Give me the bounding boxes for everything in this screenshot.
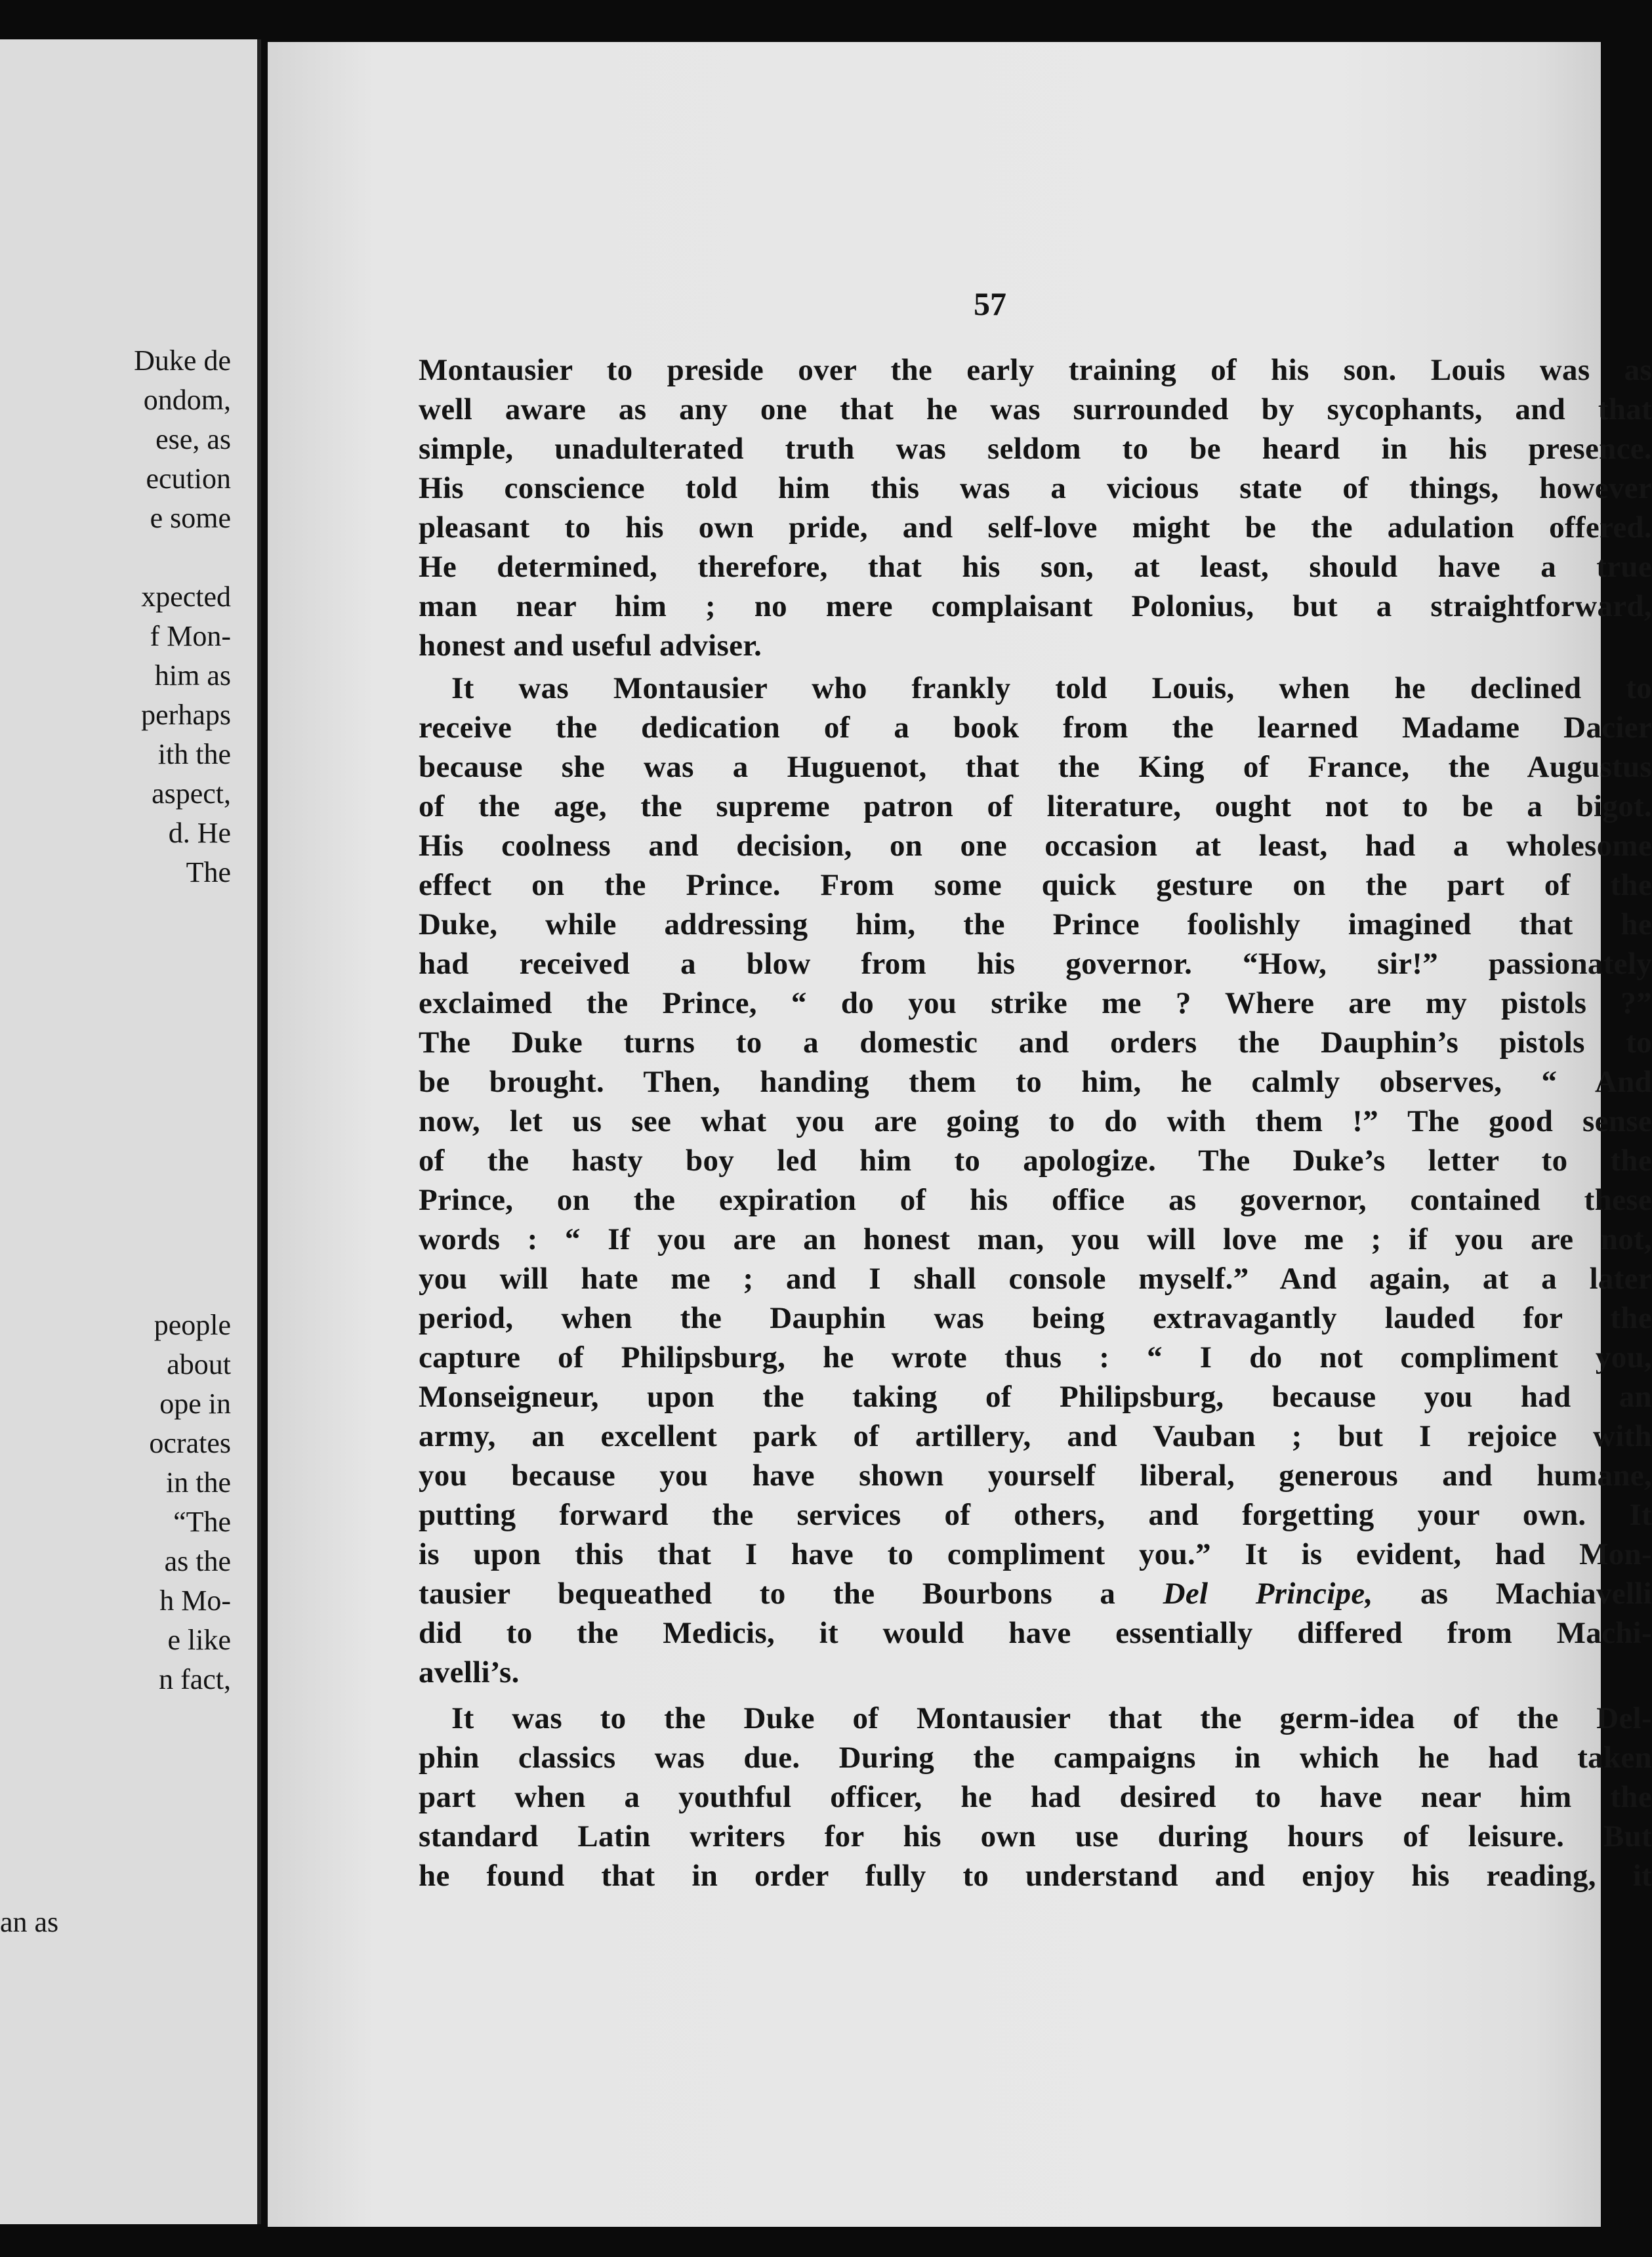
text-line: did to the Medicis, it would have essentially differed from Machi- (419, 1616, 1652, 1650)
left-fragment: ith the (157, 738, 231, 770)
text-line: Prince, on the expiration of his office as governor, contained these (419, 1183, 1652, 1217)
text-line: He determined, therefore, that his son, at least, should have a true (419, 550, 1652, 584)
facing-page-left (0, 39, 261, 2224)
text-line: man near him ; no mere complaisant Polonius, but a straightforward, (419, 589, 1652, 623)
paragraph-first-line: It was Montausier who frankly told Louis, when he declined to (451, 671, 1652, 705)
page-number: 57 (974, 285, 1006, 322)
scan-border (0, 2227, 1627, 2257)
left-fragment: h Mo- (159, 1584, 231, 1617)
text-line: had received a blow from his governor. “How, sir!” passionately (419, 947, 1652, 981)
text-segment: tausier bequeathed to the Bourbons a (419, 1577, 1116, 1611)
text-line: The Duke turns to a domestic and orders the Dauphin’s pistols to (419, 1025, 1652, 1060)
left-fragment: f Mon- (150, 620, 231, 652)
text-line: now, let us see what you are going to do with them !” The good sense (419, 1104, 1652, 1138)
left-fragment: d. He (168, 817, 231, 849)
left-fragment: in the (166, 1466, 231, 1499)
text-line: well aware as any one that he was surrounded by sycophants, and that (419, 392, 1652, 426)
book-title-italic: Del Principe, (1163, 1577, 1373, 1611)
left-fragment: ondom, (143, 384, 231, 416)
left-fragment: “The (173, 1506, 231, 1538)
text-line: army, an excellent park of artillery, and Vauban ; but I rejoice with (419, 1419, 1652, 1453)
paragraph-first-line: It was to the Duke of Montausier that the germ-idea of the Del- (451, 1701, 1652, 1735)
text-line: exclaimed the Prince, “ do you strike me ? Where are my pistols ?” (419, 986, 1652, 1020)
text-line: of the age, the supreme patron of literature, ought not to be a bigot. (419, 789, 1652, 823)
text-line: you will hate me ; and I shall console myself.” And again, at a later (419, 1262, 1652, 1296)
text-line: is upon this that I have to compliment you.” It is evident, had Mon- (419, 1537, 1652, 1571)
left-fragment: ope in (159, 1388, 231, 1420)
text-line: be brought. Then, handing them to him, he calmly observes, “ And (419, 1065, 1652, 1099)
text-line: you because you have shown yourself liberal, generous and humane, (419, 1459, 1652, 1493)
text-line: His conscience told him this was a vicious state of things, however (419, 471, 1652, 505)
text-line: receive the dedication of a book from the learned Madame Dacier (419, 711, 1652, 745)
left-fragment: aspect, (152, 777, 231, 810)
text-line: His coolness and decision, on one occasion at least, had a wholesome (419, 829, 1652, 863)
text-line: he found that in order fully to understand and enjoy his reading, it (419, 1859, 1652, 1893)
left-fragment: as the (164, 1545, 231, 1577)
left-fragment: Duke de (134, 344, 231, 377)
text-line: effect on the Prince. From some quick gesture on the part of the (419, 868, 1652, 902)
text-line: part when a youthful officer, he had desired to have near him the (419, 1780, 1652, 1814)
text-line: Monseigneur, upon the taking of Philipsburg, because you had an (419, 1380, 1652, 1414)
left-fragment: n fact, (159, 1663, 231, 1695)
text-line: capture of Philipsburg, he wrote thus : “ I do not compliment you, (419, 1340, 1652, 1375)
text-line-with-title (419, 1574, 1652, 1613)
text-segment: as Machiavelli (1420, 1577, 1652, 1611)
text-line: period, when the Dauphin was being extravagantly lauded for the (419, 1301, 1652, 1335)
text-line: Montausier to preside over the early training of his son. Louis was as (419, 353, 1652, 387)
text-line: words : “ If you are an honest man, you will love me ; if you are not, (419, 1222, 1652, 1256)
text-line: avelli’s. (419, 1655, 520, 1689)
left-fragment: ecution (146, 463, 231, 495)
left-fragment: an as (0, 1906, 59, 1938)
text-line: because she was a Huguenot, that the King of France, the Augustus (419, 750, 1652, 784)
left-fragment: people (154, 1309, 231, 1341)
text-line: of the hasty boy led him to apologize. The Duke’s letter to the (419, 1144, 1652, 1178)
text-line: putting forward the services of others, and forgetting your own. It (419, 1498, 1652, 1532)
left-fragment: ocrates (149, 1427, 231, 1459)
text-line: honest and useful adviser. (419, 629, 762, 663)
text-line: standard Latin writers for his own use during hours of leisure. But (419, 1819, 1652, 1853)
left-fragment: perhaps (141, 699, 231, 731)
book-page (268, 42, 1652, 2227)
text-line: pleasant to his own pride, and self-love might be the adulation offered. (419, 510, 1652, 545)
text-line: phin classics was due. During the campaigns in which he had taken (419, 1741, 1652, 1775)
text-line: Duke, while addressing him, the Prince foolishly imagined that he (419, 907, 1652, 942)
left-fragment: him as (154, 659, 231, 692)
left-fragment: about (167, 1348, 231, 1380)
left-fragment: e some (150, 502, 231, 534)
left-fragment: The (186, 856, 231, 888)
text-line: simple, unadulterated truth was seldom to be heard in his presence. (419, 432, 1652, 466)
left-fragment: e like (167, 1624, 231, 1656)
left-fragment: xpected (141, 581, 231, 613)
left-fragment: ese, as (155, 423, 231, 455)
